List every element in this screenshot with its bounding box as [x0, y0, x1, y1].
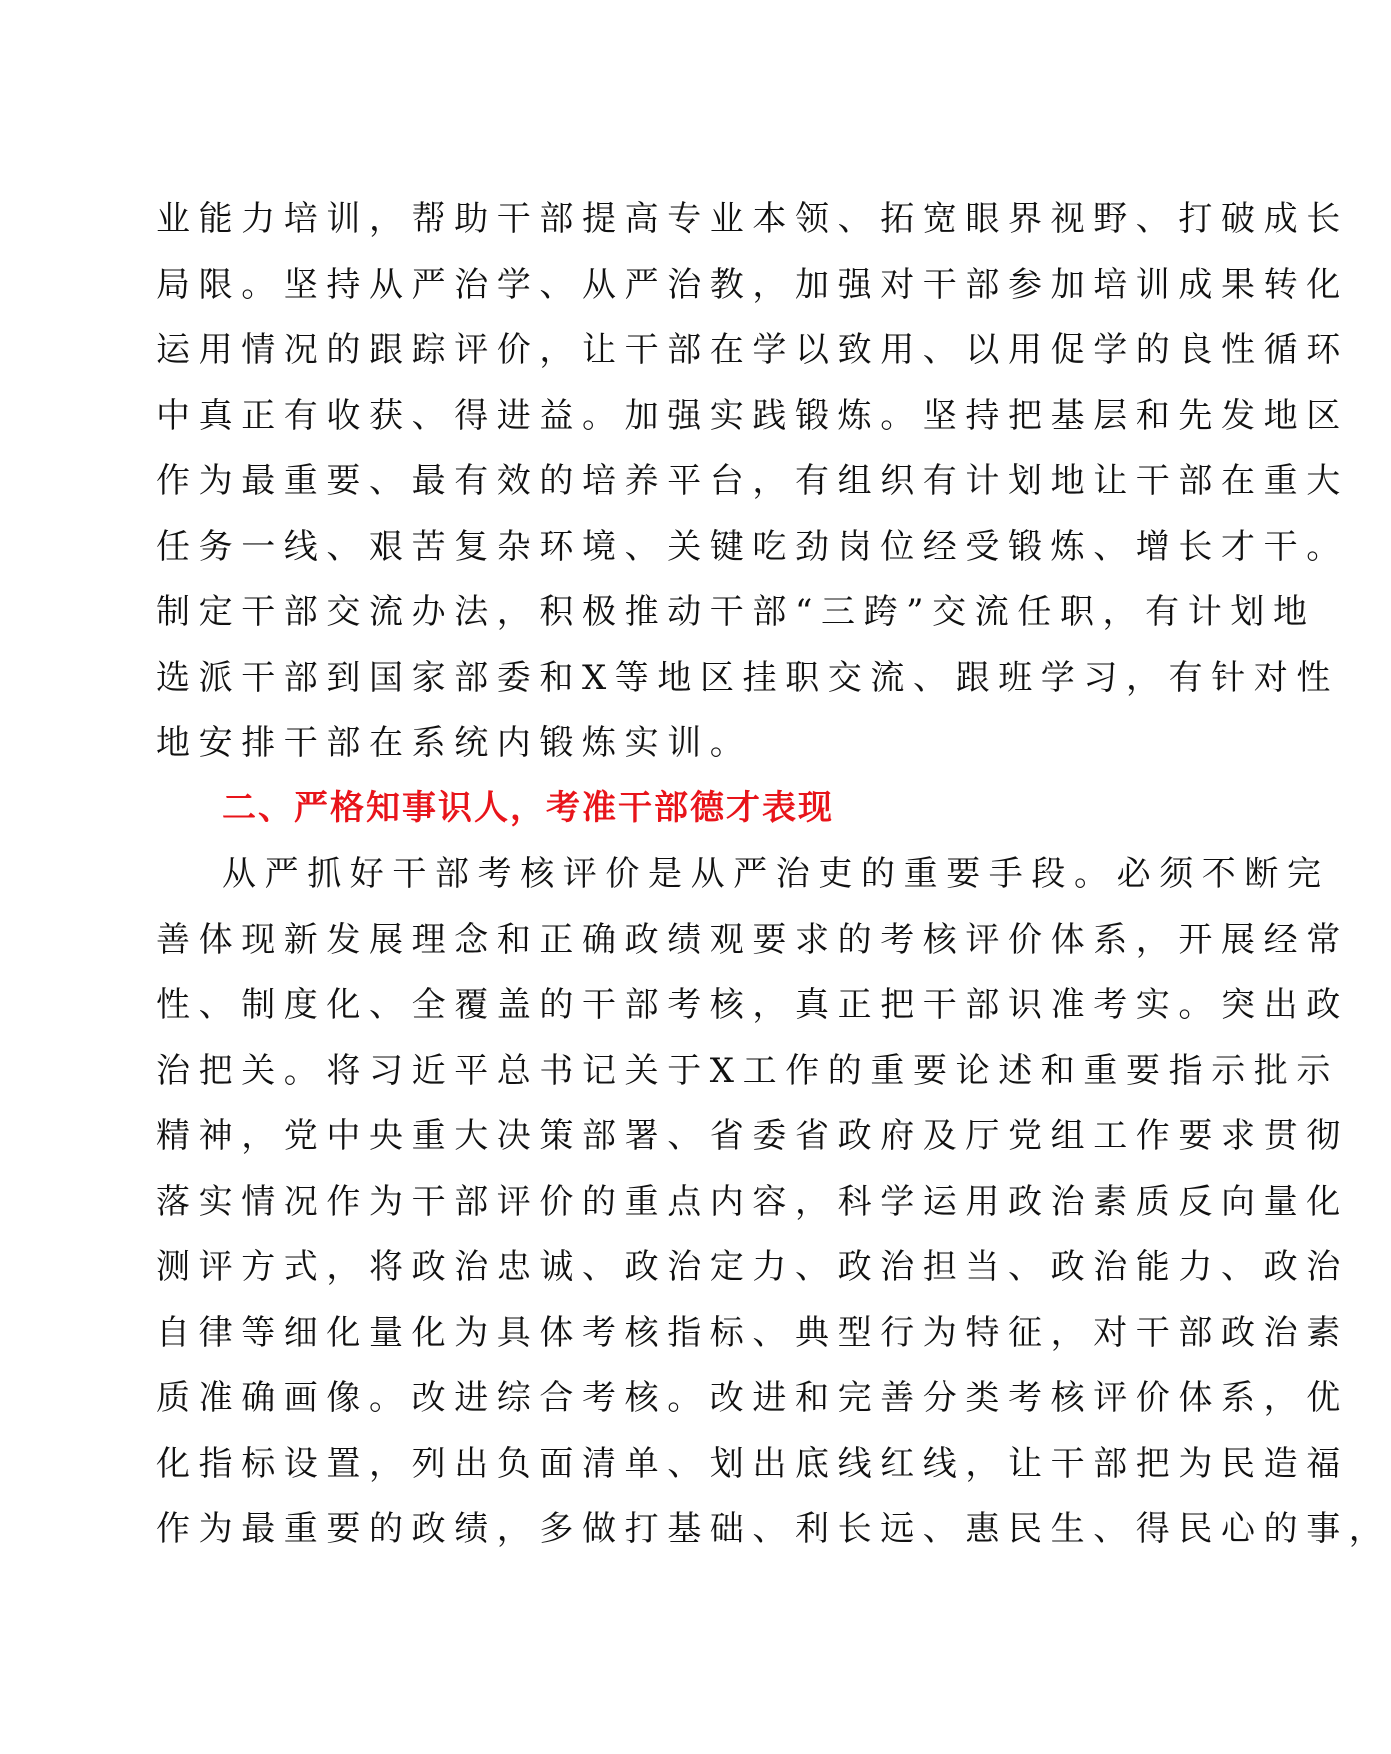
paragraph-line: 制定干部交流办法，积极推动干部“三跨”交流任职，有计划地	[156, 592, 1316, 632]
paragraph-line: 作为最重要、最有效的培养平台，有组织有计划地让干部在重大	[156, 461, 1349, 501]
paragraph-line: 从严抓好干部考核评价是从严治吏的重要手段。必须不断完	[222, 854, 1330, 894]
section-heading: 二、严格知事识人，考准干部德才表现	[222, 788, 834, 828]
paragraph-line: 任务一线、艰苦复杂环境、关键吃劲岗位经受锻炼、增长才干。	[156, 527, 1349, 567]
paragraph-line: 中真正有收获、得进益。加强实践锻炼。坚持把基层和先发地区	[156, 396, 1349, 436]
paragraph-line: 作为最重要的政绩，多做打基础、利长远、惠民生、得民心的事，	[156, 1509, 1391, 1549]
paragraph-line: 落实情况作为干部评价的重点内容，科学运用政治素质反向量化	[156, 1182, 1349, 1222]
paragraph-line: 质准确画像。改进综合考核。改进和完善分类考核评价体系，优	[156, 1378, 1349, 1418]
paragraph-line: 化指标设置，列出负面清单、划出底线红线，让干部把为民造福	[156, 1444, 1349, 1484]
paragraph-line: 治把关。将习近平总书记关于X工作的重要论述和重要指示批示	[156, 1051, 1340, 1091]
paragraph-line: 选派干部到国家部委和X等地区挂职交流、跟班学习，有针对性	[156, 658, 1340, 698]
paragraph-line: 精神，党中央重大决策部署、省委省政府及厅党组工作要求贯彻	[156, 1116, 1349, 1156]
paragraph-line: 测评方式，将政治忠诚、政治定力、政治担当、政治能力、政治	[156, 1247, 1349, 1287]
paragraph-line: 善体现新发展理念和正确政绩观要求的考核评价体系，开展经常	[156, 920, 1349, 960]
paragraph-line: 运用情况的跟踪评价，让干部在学以致用、以用促学的良性循环	[156, 330, 1349, 370]
paragraph-line: 性、制度化、全覆盖的干部考核，真正把干部识准考实。突出政	[156, 985, 1349, 1025]
paragraph-line: 局限。坚持从严治学、从严治教，加强对干部参加培训成果转化	[156, 265, 1349, 305]
paragraph-line: 地安排干部在系统内锻炼实训。	[156, 723, 753, 763]
paragraph-line: 业能力培训，帮助干部提高专业本领、拓宽眼界视野、打破成长	[156, 199, 1349, 239]
paragraph-line: 自律等细化量化为具体考核指标、典型行为特征，对干部政治素	[156, 1313, 1349, 1353]
